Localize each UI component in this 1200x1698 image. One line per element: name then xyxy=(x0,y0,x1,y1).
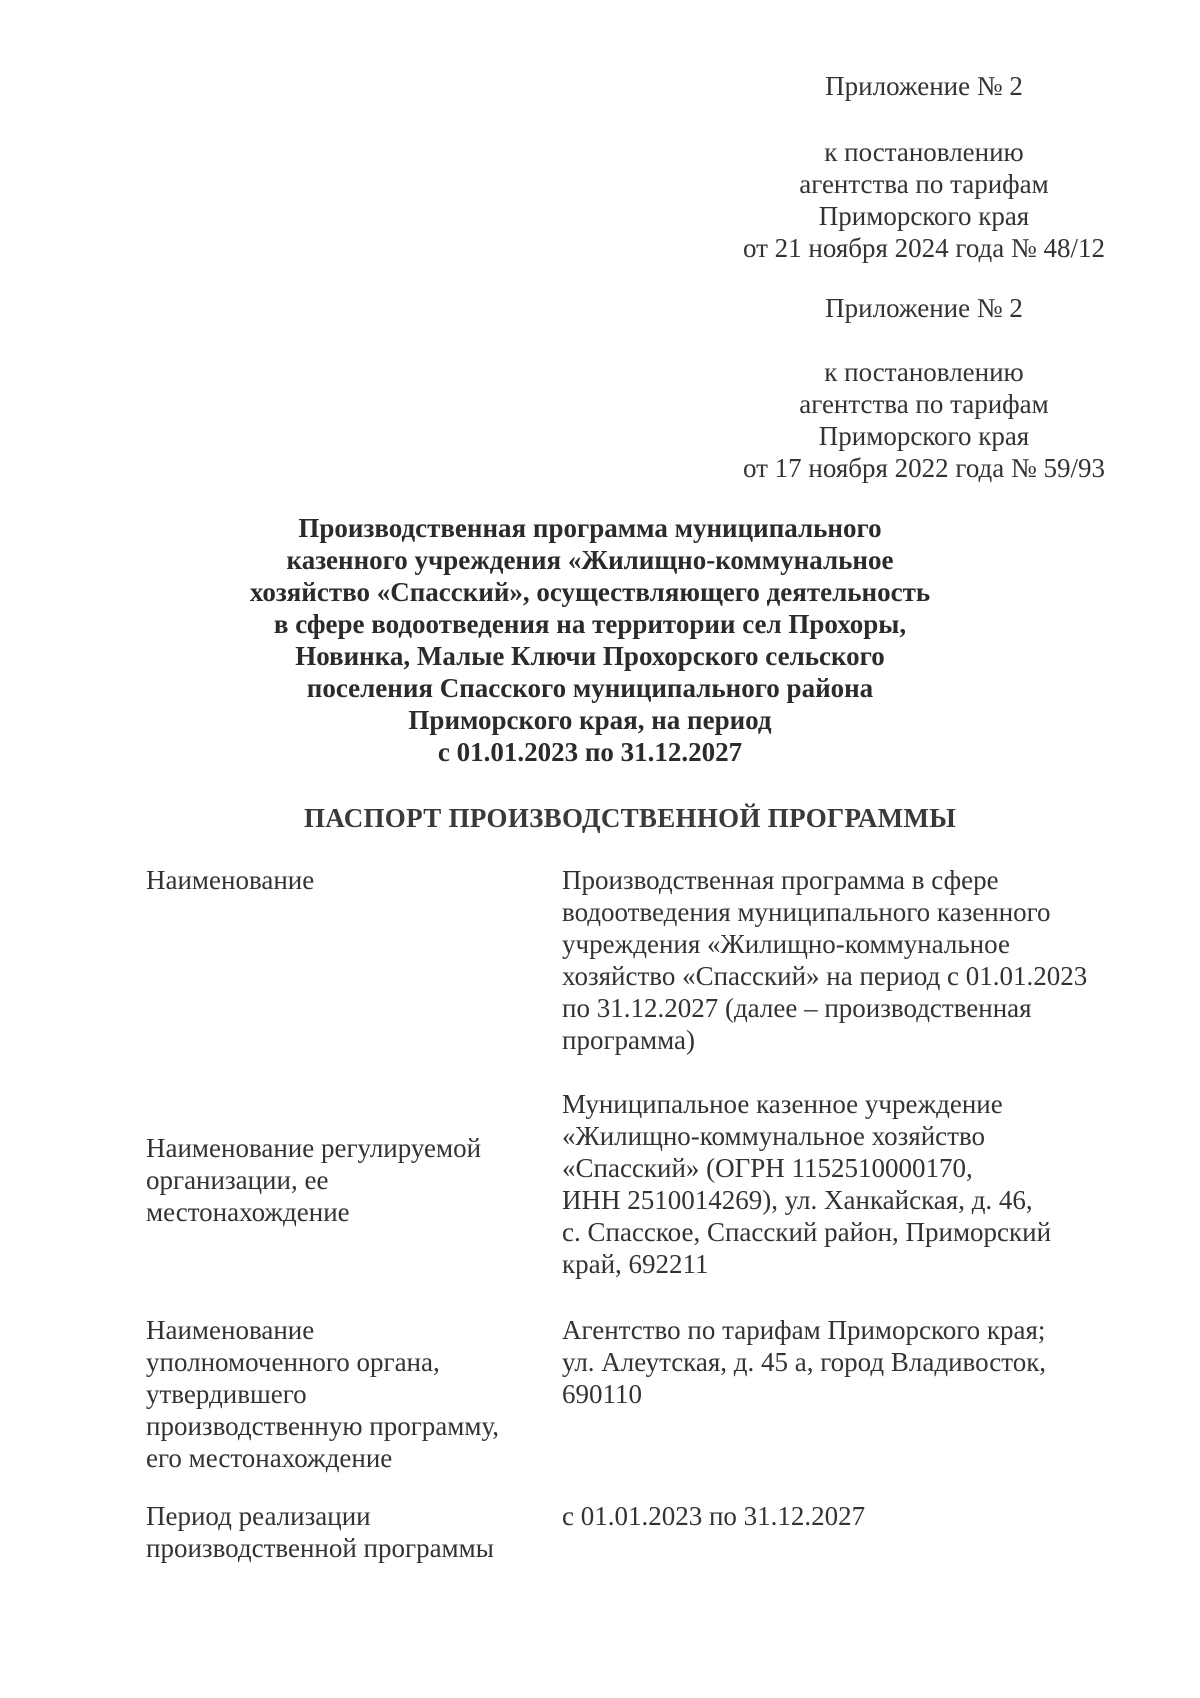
appendix-label: Приложение № 2 xyxy=(825,71,1023,101)
value-line: край, 692211 xyxy=(562,1249,709,1279)
value-line: «Жилищно-коммунальное хозяйство xyxy=(562,1121,986,1151)
approval-line: к постановлению xyxy=(824,137,1024,167)
passport-value xyxy=(562,864,1122,1056)
approval-line: агентства по тарифам xyxy=(799,389,1049,419)
value-line: по 31.12.2027 (далее – производственная xyxy=(562,993,1032,1023)
value-line: «Спасский» (ОГРН 1152510000170, xyxy=(562,1153,973,1183)
value-line: ИНН 2510014269), ул. Ханкайская, д. 46, xyxy=(562,1185,1033,1215)
label-line: производственной программы xyxy=(146,1533,494,1563)
passport-label xyxy=(146,1132,526,1228)
title-line: в сфере водоотведения на территории сел Прохоры, xyxy=(273,609,907,639)
approval-line: от 17 ноября 2022 года № 59/93 xyxy=(742,453,1106,483)
passport-value xyxy=(562,1088,1122,1280)
passport-value xyxy=(562,1314,1122,1410)
value-line: 690110 xyxy=(562,1379,642,1409)
approval-line: агентства по тарифам xyxy=(799,169,1049,199)
label-line: Наименование xyxy=(146,865,315,895)
label-line: утвердившего xyxy=(146,1379,307,1409)
value-line: Производственная программа в сфере xyxy=(562,865,999,895)
value-line: с 01.01.2023 по 31.12.2027 xyxy=(562,1501,866,1531)
approval-line: Приморского края xyxy=(818,421,1030,451)
value-line: Агентство по тарифам Приморского края; xyxy=(562,1315,1046,1345)
label-line: Период реализации xyxy=(146,1501,371,1531)
label-line: организации, ее xyxy=(146,1165,329,1195)
approval-line: к постановлению xyxy=(824,357,1024,387)
label-line: Наименование регулируемой xyxy=(146,1133,482,1163)
passport-label xyxy=(146,864,526,896)
value-line: с. Спасское, Спасский район, Приморский xyxy=(562,1217,1052,1247)
title-line: Новинка, Малые Ключи Прохорского сельского xyxy=(295,641,885,671)
label-line: его местонахождение xyxy=(146,1443,393,1473)
value-line: программа) xyxy=(562,1025,695,1055)
label-line: местонахождение xyxy=(146,1197,350,1227)
title-line: с 01.01.2023 по 31.12.2027 xyxy=(437,737,743,767)
title-line: Приморского края, на период xyxy=(408,705,772,735)
approval-line: Приморского края xyxy=(818,201,1030,231)
title-line: хозяйство «Спасский», осуществляющего деятельность xyxy=(249,577,931,607)
value-line: хозяйство «Спасский» на период с 01.01.2023 xyxy=(562,961,1088,991)
label-line: производственную программу, xyxy=(146,1411,499,1441)
passport-value xyxy=(562,1500,1122,1532)
value-line: учреждения «Жилищно-коммунальное xyxy=(562,929,1010,959)
appendix-label: Приложение № 2 xyxy=(825,293,1023,323)
label-line: уполномоченного органа, xyxy=(146,1347,440,1377)
title-line: Производственная программа муниципального xyxy=(298,513,882,543)
title-line: поселения Спасского муниципального района xyxy=(306,673,874,703)
passport-label xyxy=(146,1314,526,1474)
passport-label xyxy=(146,1500,526,1564)
value-line: Муниципальное казенное учреждение xyxy=(562,1089,1003,1119)
value-line: ул. Алеутская, д. 45 а, город Владивосток, xyxy=(562,1347,1047,1377)
title-line: казенного учреждения «Жилищно-коммунальное xyxy=(286,545,894,575)
value-line: водоотведения муниципального казенного xyxy=(562,897,1051,927)
passport-heading: ПАСПОРТ ПРОИЗВОДСТВЕННОЙ ПРОГРАММЫ xyxy=(303,803,957,833)
program-title xyxy=(150,512,1030,768)
label-line: Наименование xyxy=(146,1315,315,1345)
approval-line: от 21 ноября 2024 года № 48/12 xyxy=(742,233,1106,263)
